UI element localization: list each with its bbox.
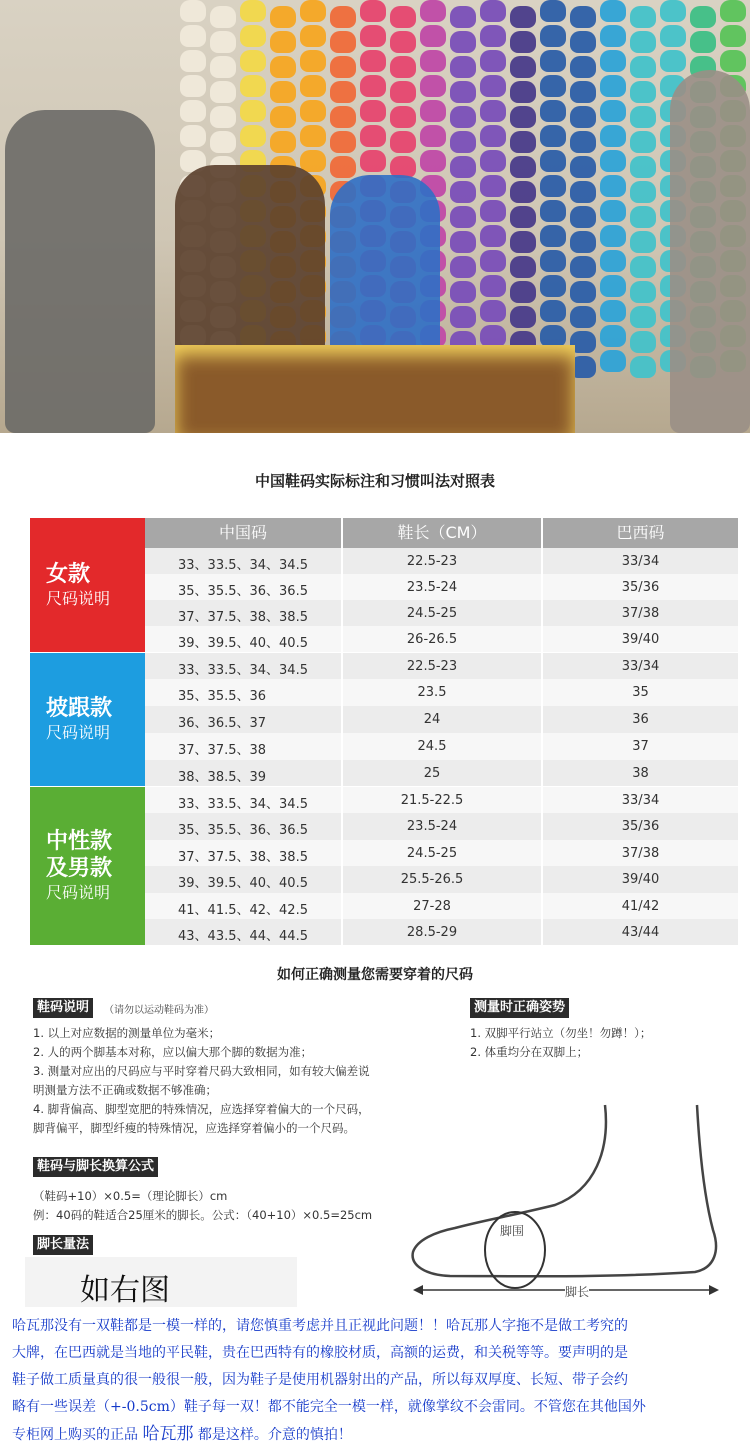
flip-flop (540, 25, 566, 47)
flip-flop (330, 156, 356, 178)
flip-flop (210, 81, 236, 103)
flip-flop (630, 156, 656, 178)
flip-flop (630, 306, 656, 328)
cell-shoe-length: 25 (343, 760, 543, 786)
flip-flop (630, 206, 656, 228)
cell-china-size: 35、35.5、36、36.5 (145, 574, 343, 600)
flip-flop (420, 75, 446, 97)
flip-flop (600, 75, 626, 97)
flip-flop (450, 256, 476, 278)
flip-flop (660, 0, 686, 22)
flip-flop (450, 231, 476, 253)
flip-flop (270, 106, 296, 128)
flip-flop (390, 6, 416, 28)
flip-flop (270, 31, 296, 53)
flip-flop (630, 56, 656, 78)
flip-flop (510, 81, 536, 103)
flip-flop (540, 200, 566, 222)
flip-flop (420, 125, 446, 147)
cell-china-size: 38、38.5、39 (145, 760, 343, 786)
flip-flop (480, 100, 506, 122)
flip-flop (450, 31, 476, 53)
flip-flop (570, 81, 596, 103)
posture-line: 1. 双脚平行站立（勿坐！勿蹲！）； (470, 1026, 652, 1040)
cell-shoe-length: 24.5 (343, 733, 543, 760)
flip-flop (510, 281, 536, 303)
person-seated (330, 175, 440, 355)
flip-flop (570, 106, 596, 128)
table-row (145, 626, 740, 652)
foot-outline (413, 1105, 716, 1276)
cell-brazil-size: 35/36 (543, 574, 740, 600)
flip-flop (480, 325, 506, 347)
size-note-tag: 鞋码说明 (33, 998, 93, 1018)
flip-flop (480, 125, 506, 147)
flip-flop (330, 106, 356, 128)
flip-flop (630, 131, 656, 153)
table-row (145, 679, 740, 706)
flip-flop (480, 300, 506, 322)
flip-flop (450, 81, 476, 103)
flip-flop (570, 31, 596, 53)
cell-china-size: 35、35.5、36 (145, 679, 343, 706)
flip-flop (510, 206, 536, 228)
flip-flop (510, 106, 536, 128)
flip-flop (630, 6, 656, 28)
flip-flop (600, 25, 626, 47)
flip-flop (450, 306, 476, 328)
flip-flop (570, 156, 596, 178)
flip-flop (360, 100, 386, 122)
cell-china-size: 35、35.5、36、36.5 (145, 813, 343, 840)
flip-flop (630, 281, 656, 303)
flip-flop (360, 50, 386, 72)
flip-flop (180, 125, 206, 147)
cell-brazil-size: 41/42 (543, 893, 740, 919)
cell-brazil-size: 35/36 (543, 813, 740, 840)
flip-flop (660, 50, 686, 72)
flip-flop (420, 0, 446, 22)
group-unisex-subtitle: 尺码说明 (46, 883, 111, 902)
flip-flop (300, 25, 326, 47)
size-note-line: 3. 测量对应出的尺码应与平时穿着尺码大致相同，如有较大偏差说 (33, 1064, 370, 1078)
cell-brazil-size: 33/34 (543, 548, 740, 574)
flip-flop (540, 75, 566, 97)
cell-shoe-length: 23.5-24 (343, 574, 543, 600)
group-women-title: 女款 (46, 561, 91, 587)
flip-flop (720, 25, 746, 47)
flip-flop (240, 125, 266, 147)
cell-brazil-size: 37 (543, 733, 740, 760)
table-row (145, 787, 740, 813)
flip-flop (630, 81, 656, 103)
flip-flop (210, 106, 236, 128)
flip-flop (480, 175, 506, 197)
flip-flop (630, 31, 656, 53)
flip-flop (240, 100, 266, 122)
flip-flop (570, 231, 596, 253)
group-wedge-subtitle: 尺码说明 (46, 723, 111, 742)
measure-title: 如何正确测量您需要穿着的尺码 (277, 967, 473, 983)
brand-name: 哈瓦那 (142, 1424, 194, 1444)
flip-flop (240, 25, 266, 47)
cell-shoe-length: 22.5-23 (343, 548, 543, 574)
size-note-line: 1. 以上对应数据的测量单位为毫米； (33, 1026, 221, 1040)
disclaimer-text: 都是这样。介意的慎拍！ (193, 1427, 352, 1443)
disclaimer-line: 哈瓦那没有一双鞋都是一模一样的，请您慎重考虑并且正视此问题！！哈瓦那人字拖不是做工考究的 (12, 1318, 628, 1334)
flip-flop (570, 6, 596, 28)
cell-china-size: 37、37.5、38、38.5 (145, 600, 343, 626)
flip-flop (510, 6, 536, 28)
cell-china-size: 37、37.5、38、38.5 (145, 840, 343, 866)
flip-flop (450, 156, 476, 178)
cell-brazil-size: 33/34 (543, 787, 740, 813)
cell-shoe-length: 22.5-23 (343, 653, 543, 679)
posture-line: 2. 体重均分在双脚上； (470, 1045, 589, 1059)
flip-flop (570, 281, 596, 303)
flip-flop (600, 250, 626, 272)
cell-china-size: 43、43.5、44、44.5 (145, 919, 343, 945)
method-tag: 脚长量法 (33, 1235, 93, 1255)
flip-flop (510, 31, 536, 53)
flip-flop (600, 300, 626, 322)
flip-flop (450, 181, 476, 203)
size-note-line: 4. 脚背偏高、脚型宽肥的特殊情况，应选择穿着偏大的一个尺码， (33, 1102, 370, 1116)
size-chart-title: 中国鞋码实际标注和习惯叫法对照表 (254, 472, 495, 490)
flip-flop (540, 175, 566, 197)
group-wedge-label (30, 653, 145, 786)
cell-shoe-length: 24 (343, 706, 543, 733)
flip-flop (330, 131, 356, 153)
flip-flop (240, 50, 266, 72)
flip-flop (330, 6, 356, 28)
flip-flop (450, 281, 476, 303)
table-row (145, 548, 740, 574)
cell-brazil-size: 39/40 (543, 626, 740, 652)
flip-flop (360, 125, 386, 147)
flip-flop (510, 131, 536, 153)
flip-flop (270, 81, 296, 103)
flip-flop (210, 31, 236, 53)
cell-china-size: 33、33.5、34、34.5 (145, 653, 343, 679)
person-left (5, 110, 155, 433)
flip-flop (270, 6, 296, 28)
flip-flop (510, 156, 536, 178)
flip-flop (270, 131, 296, 153)
flip-flop (300, 75, 326, 97)
flip-flop (300, 0, 326, 22)
cell-brazil-size: 39/40 (543, 866, 740, 893)
foot-diagram (405, 1100, 725, 1305)
flip-flop (330, 56, 356, 78)
disclaimer-line: 大牌，在巴西就是当地的平民鞋，贵在巴西特有的橡胶材质，高额的运费，和关税等等。要声明的是 (12, 1345, 628, 1361)
cell-china-size: 33、33.5、34、34.5 (145, 787, 343, 813)
flip-flop (630, 106, 656, 128)
flip-flop (570, 181, 596, 203)
table-row (145, 760, 740, 786)
flip-flop (630, 331, 656, 353)
cell-shoe-length: 26-26.5 (343, 626, 543, 652)
flip-flop (360, 75, 386, 97)
flip-flop (540, 225, 566, 247)
flip-flop (480, 0, 506, 22)
flip-flop (240, 75, 266, 97)
size-note-line: 脚背偏平，脚型纤瘦的特殊情况，应选择穿着偏小的一个尺码。 (33, 1121, 355, 1135)
group-unisex-title-2: 及男款 (46, 856, 113, 881)
size-chart-header (145, 518, 740, 548)
flip-flop (180, 100, 206, 122)
flip-flop (540, 100, 566, 122)
flip-flop (450, 6, 476, 28)
flip-flop (450, 56, 476, 78)
flip-flop (390, 106, 416, 128)
flip-flop (180, 50, 206, 72)
flip-flop (390, 81, 416, 103)
group-women-label (30, 518, 145, 652)
table-row (145, 866, 740, 893)
person-right (670, 70, 750, 433)
disclaimer-paragraph (12, 1313, 742, 1449)
flip-flop (540, 125, 566, 147)
flip-flop (630, 231, 656, 253)
disclaimer-line-last (12, 1421, 742, 1449)
flip-flop (540, 50, 566, 72)
flip-flop (390, 131, 416, 153)
flip-flop (600, 175, 626, 197)
flip-flop (600, 50, 626, 72)
flip-flop (600, 200, 626, 222)
flip-flop (450, 131, 476, 153)
cell-shoe-length: 28.5-29 (343, 919, 543, 945)
flip-flop (240, 0, 266, 22)
flip-flop (600, 275, 626, 297)
disclaimer-line: 略有一些误差（+-0.5cm）鞋子每一双！都不能完全一模一样，就像掌纹不会雷同。不管您在其他国外 (12, 1399, 646, 1415)
table-row (145, 893, 740, 919)
foot-girth-label: 脚围 (500, 1224, 525, 1238)
cell-china-size: 41、41.5、42、42.5 (145, 893, 343, 919)
flip-flop (510, 181, 536, 203)
cell-brazil-size: 37/38 (543, 840, 740, 866)
flip-flop (360, 0, 386, 22)
flip-flop (690, 31, 716, 53)
flip-flop (540, 325, 566, 347)
flip-flop (540, 275, 566, 297)
cell-shoe-length: 21.5-22.5 (343, 787, 543, 813)
flip-flop (480, 250, 506, 272)
flip-flop (480, 75, 506, 97)
flip-flop (480, 225, 506, 247)
formula-tag: 鞋码与脚长换算公式 (33, 1157, 158, 1177)
flip-flop (210, 56, 236, 78)
cell-brazil-size: 37/38 (543, 600, 740, 626)
cell-shoe-length: 23.5-24 (343, 813, 543, 840)
table-row (145, 706, 740, 733)
display-counter (175, 345, 575, 433)
table-row (145, 813, 740, 840)
table-row (145, 733, 740, 760)
cell-china-size: 36、36.5、37 (145, 706, 343, 733)
flip-flop (720, 0, 746, 22)
flip-flop (720, 50, 746, 72)
flip-flop (510, 56, 536, 78)
flip-flop (480, 150, 506, 172)
flip-flop (450, 206, 476, 228)
flip-flop (420, 150, 446, 172)
flip-flop (600, 150, 626, 172)
flip-flop (510, 256, 536, 278)
flip-flop (570, 131, 596, 153)
group-unisex-label (30, 787, 145, 945)
cell-shoe-length: 24.5-25 (343, 840, 543, 866)
cell-brazil-size: 36 (543, 706, 740, 733)
formula-line: （鞋码+10）×0.5=（理论脚长）cm (33, 1189, 228, 1203)
flip-flop (570, 56, 596, 78)
flip-flop (540, 300, 566, 322)
flip-flop (300, 150, 326, 172)
cell-shoe-length: 24.5-25 (343, 600, 543, 626)
cell-china-size: 39、39.5、40、40.5 (145, 866, 343, 893)
flip-flop (480, 275, 506, 297)
flip-flop (510, 306, 536, 328)
flip-flop (570, 256, 596, 278)
cell-shoe-length: 25.5-26.5 (343, 866, 543, 893)
cell-china-size: 39、39.5、40、40.5 (145, 626, 343, 652)
disclaimer-line: 鞋子做工质量真的很一般很一般，因为鞋子是使用机器射出的产品，所以每双厚度、长短、带子会约 (12, 1372, 628, 1388)
flip-flop (510, 231, 536, 253)
cell-brazil-size: 35 (543, 679, 740, 706)
table-row (145, 653, 740, 679)
flip-flop (360, 25, 386, 47)
header-shoe-length: 鞋长（CM） (343, 518, 543, 548)
header-china-size: 中国码 (145, 518, 343, 548)
flip-flop (330, 31, 356, 53)
header-brazil-size: 巴西码 (543, 518, 740, 548)
formula-line: 例：40码的鞋适合25厘米的脚长。公式：（40+10）×0.5=25cm (33, 1208, 373, 1222)
table-row (145, 840, 740, 866)
flip-flop (690, 6, 716, 28)
cell-shoe-length: 27-28 (343, 893, 543, 919)
cell-china-size: 33、33.5、34、34.5 (145, 548, 343, 574)
flip-flop (390, 56, 416, 78)
cell-brazil-size: 38 (543, 760, 740, 786)
flip-flop (420, 50, 446, 72)
size-note-hint: （请勿以运动鞋码为准） (104, 1005, 214, 1016)
size-note-line: 2. 人的两个脚基本对称，应以偏大那个脚的数据为准； (33, 1045, 313, 1059)
group-unisex-title: 中性款 (46, 829, 113, 854)
cell-china-size: 37、37.5、38 (145, 733, 343, 760)
flip-flop (480, 200, 506, 222)
flip-flop (600, 0, 626, 22)
flip-flop (420, 100, 446, 122)
flip-flop (180, 0, 206, 22)
flip-flop (600, 325, 626, 347)
flip-flop (210, 131, 236, 153)
disclaimer-text: 专柜网上购买的正品 (12, 1427, 143, 1443)
flip-flop (390, 31, 416, 53)
group-wedge-title: 坡跟款 (46, 696, 113, 721)
store-photo (0, 0, 750, 433)
flip-flop (360, 150, 386, 172)
flip-flop (570, 306, 596, 328)
flip-flop (540, 250, 566, 272)
flip-flop (270, 56, 296, 78)
flip-flop (630, 256, 656, 278)
flip-flop (540, 0, 566, 22)
foot-length-label: 脚长 (565, 1285, 590, 1299)
table-row (145, 574, 740, 600)
flip-flop (450, 106, 476, 128)
cell-brazil-size: 43/44 (543, 919, 740, 945)
posture-tag: 测量时正确姿势 (470, 998, 569, 1018)
flip-flop (420, 25, 446, 47)
size-note-line: 明测量方法不正确或数据不够准确； (33, 1083, 217, 1097)
flip-flop (300, 100, 326, 122)
flip-flop (300, 50, 326, 72)
flip-flop (630, 356, 656, 378)
table-row (145, 919, 740, 945)
flip-flop (660, 25, 686, 47)
flip-flop (570, 206, 596, 228)
cell-brazil-size: 33/34 (543, 653, 740, 679)
flip-flop (210, 6, 236, 28)
table-row (145, 600, 740, 626)
flip-flop (600, 125, 626, 147)
flip-flop (600, 100, 626, 122)
handwritten-see-right: 如右图 (80, 1273, 170, 1308)
flip-flop (480, 50, 506, 72)
flip-flop (630, 181, 656, 203)
flip-flop (330, 81, 356, 103)
flip-flop (540, 150, 566, 172)
flip-flop (600, 350, 626, 372)
flip-flop (300, 125, 326, 147)
flip-flop (600, 225, 626, 247)
flip-flop (180, 75, 206, 97)
cell-shoe-length: 23.5 (343, 679, 543, 706)
flip-flop (180, 25, 206, 47)
group-women-subtitle: 尺码说明 (46, 588, 111, 608)
flip-flop (480, 25, 506, 47)
